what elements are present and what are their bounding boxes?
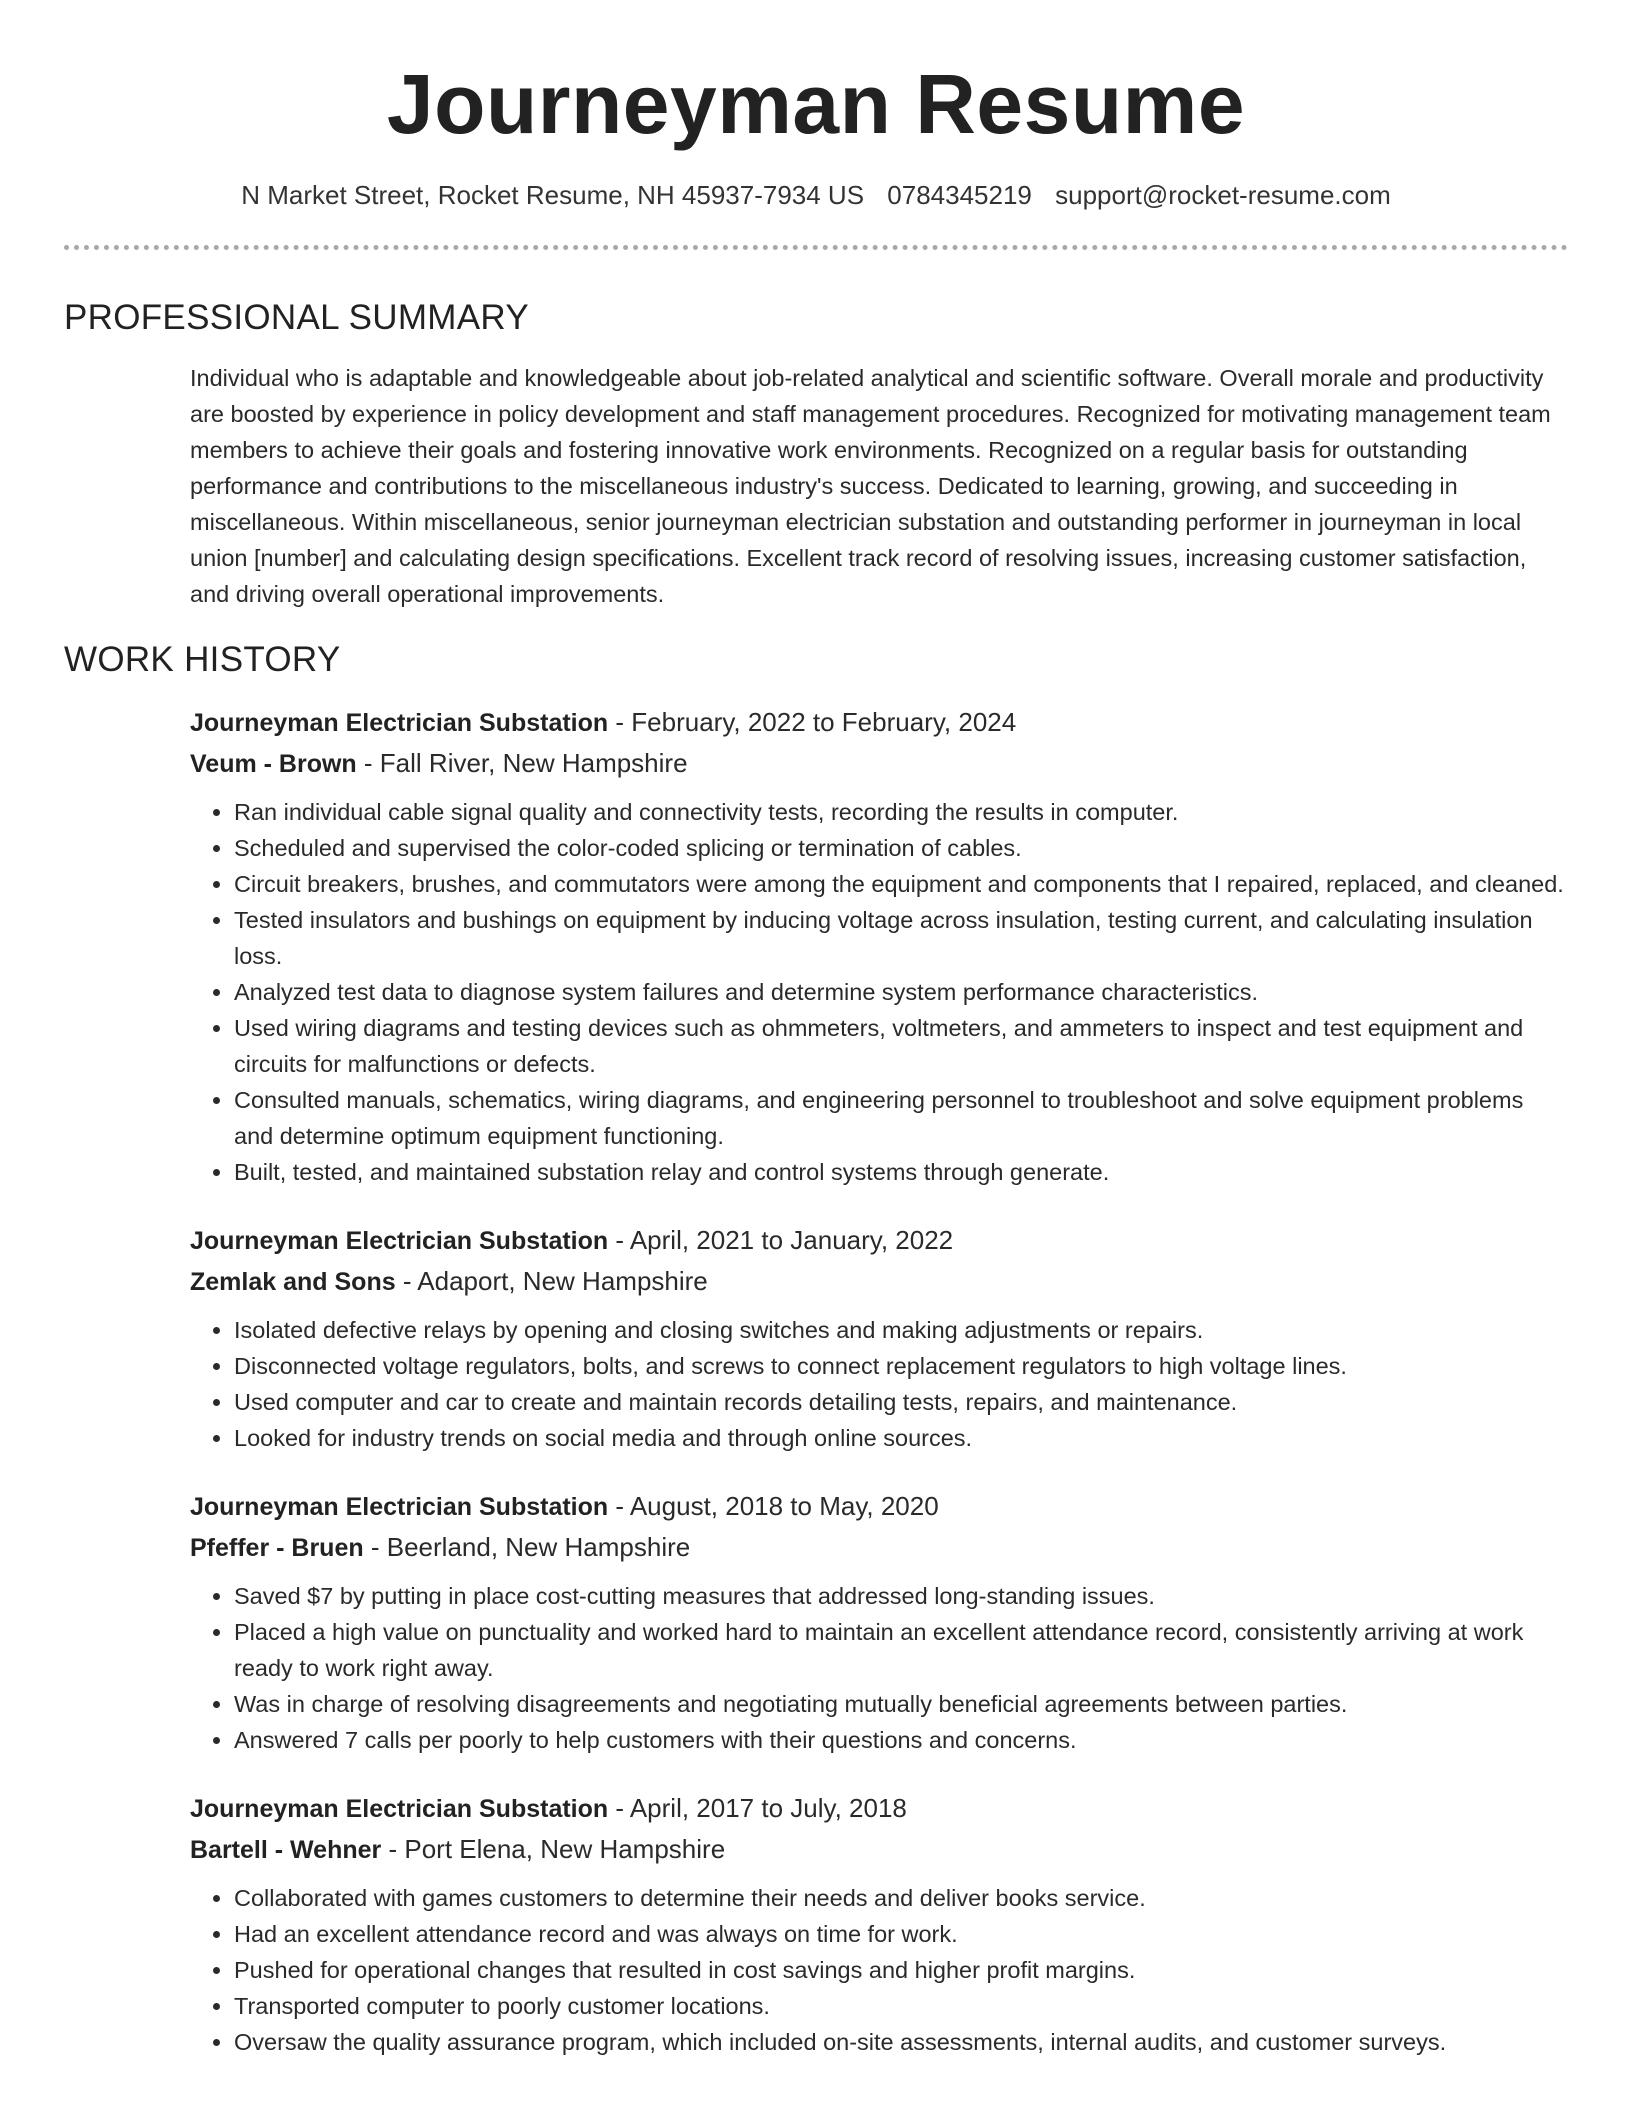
contact-info bbox=[0, 180, 1632, 211]
job-entry bbox=[190, 1220, 1568, 1456]
job-bullet: • Had an excellent attendance record and was always on time for work. bbox=[234, 1916, 1568, 1952]
job-role: Journeyman Electrician Substation bbox=[190, 1493, 609, 1521]
work-history-heading: WORK HISTORY bbox=[64, 640, 341, 679]
job-company-line bbox=[190, 743, 1568, 784]
summary-heading: PROFESSIONAL SUMMARY bbox=[64, 298, 529, 337]
job-title-line bbox=[190, 1788, 1568, 1829]
job-bullet: • Collaborated with games customers to determine their needs and deliver books service. bbox=[234, 1880, 1568, 1916]
job-bullet: • Looked for industry trends on social media and through online sources. bbox=[234, 1420, 1568, 1456]
job-bullets bbox=[190, 1578, 1568, 1758]
job-dates: - April, 2021 to January, 2022 bbox=[608, 1225, 954, 1255]
job-company: Zemlak and Sons bbox=[190, 1268, 396, 1296]
job-title-line bbox=[190, 1486, 1568, 1527]
job-location: - Beerland, New Hampshire bbox=[363, 1532, 691, 1562]
job-company-line bbox=[190, 1261, 1568, 1302]
job-dates: - August, 2018 to May, 2020 bbox=[608, 1491, 939, 1521]
header-divider bbox=[64, 245, 1568, 250]
job-dates: - April, 2017 to July, 2018 bbox=[608, 1793, 907, 1823]
contact-email: support@rocket-resume.com bbox=[1055, 180, 1391, 210]
job-bullet: • Used wiring diagrams and testing devices such as ohmmeters, voltmeters, and ammeters to inspect and test equipment and circuits for malfunctions or defects. bbox=[234, 1010, 1568, 1082]
job-location: - Port Elena, New Hampshire bbox=[381, 1834, 726, 1864]
job-bullet: • Answered 7 calls per poorly to help customers with their questions and concerns. bbox=[234, 1722, 1568, 1758]
job-entry bbox=[190, 702, 1568, 1190]
job-bullet: • Ran individual cable signal quality and connectivity tests, recording the results in computer. bbox=[234, 794, 1568, 830]
job-bullet: • Circuit breakers, brushes, and commutators were among the equipment and components that I repaired, replaced, and cleaned. bbox=[234, 866, 1568, 902]
job-bullet: • Pushed for operational changes that resulted in cost savings and higher profit margins. bbox=[234, 1952, 1568, 1988]
job-bullet: • Consulted manuals, schematics, wiring diagrams, and engineering personnel to troubleshoot and solve equipment problems and determine optimum equipment functioning. bbox=[234, 1082, 1568, 1154]
job-dates: - February, 2022 to February, 2024 bbox=[608, 707, 1017, 737]
job-title-line bbox=[190, 1220, 1568, 1261]
job-entry bbox=[190, 1788, 1568, 2060]
job-bullet: • Saved $7 by putting in place cost-cutting measures that addressed long-standing issues. bbox=[234, 1578, 1568, 1614]
job-location: - Fall River, New Hampshire bbox=[356, 748, 688, 778]
job-bullet: • Tested insulators and bushings on equipment by inducing voltage across insulation, testing current, and calculating insulation loss. bbox=[234, 902, 1568, 974]
job-bullet: • Placed a high value on punctuality and worked hard to maintain an excellent attendance record, consistently arriving at work ready to work right away. bbox=[234, 1614, 1568, 1686]
resume-title: Journeyman Resume bbox=[386, 57, 1246, 151]
job-bullet: • Used computer and car to create and maintain records detailing tests, repairs, and maintenance. bbox=[234, 1384, 1568, 1420]
contact-address: N Market Street, Rocket Resume, NH 45937-7934 US bbox=[241, 180, 865, 210]
job-company-line bbox=[190, 1829, 1568, 1870]
job-bullet: • Scheduled and supervised the color-coded splicing or termination of cables. bbox=[234, 830, 1568, 866]
job-bullets bbox=[190, 1312, 1568, 1456]
summary-text: Individual who is adaptable and knowledgeable about job-related analytical and scientific software. Overall morale and productivity are boosted by experience in policy development and staff management procedures. Recognized for motivating management team members to achieve their goals and fostering innovative work environments. Recognized on a regular basis for outstanding performance and contributions to the miscellaneous industry's success. Dedicated to learning, growing, and succeeding in miscellaneous. Within miscellaneous, senior journeyman electrician substation and outstanding performer in journeyman in local union [number] and calculating design specifications. Excellent track record of resolving issues, increasing customer satisfaction, and driving overall operational improvements. bbox=[190, 365, 1551, 607]
contact-phone: 0784345219 bbox=[887, 180, 1032, 210]
job-bullet: • Transported computer to poorly customer locations. bbox=[234, 1988, 1568, 2024]
job-bullet: • Isolated defective relays by opening and closing switches and making adjustments or repairs. bbox=[234, 1312, 1568, 1348]
job-bullet: • Disconnected voltage regulators, bolts, and screws to connect replacement regulators to high voltage lines. bbox=[234, 1348, 1568, 1384]
job-role: Journeyman Electrician Substation bbox=[190, 709, 609, 737]
job-entry bbox=[190, 1486, 1568, 1758]
job-role: Journeyman Electrician Substation bbox=[190, 1795, 609, 1823]
job-role: Journeyman Electrician Substation bbox=[190, 1227, 609, 1255]
job-bullets bbox=[190, 794, 1568, 1190]
job-title-line bbox=[190, 702, 1568, 743]
job-location: - Adaport, New Hampshire bbox=[395, 1266, 708, 1296]
job-bullet: • Built, tested, and maintained substation relay and control systems through generate. bbox=[234, 1154, 1568, 1190]
job-company: Pfeffer - Bruen bbox=[190, 1534, 364, 1562]
job-bullet: • Oversaw the quality assurance program, which included on-site assessments, internal audits, and customer surveys. bbox=[234, 2024, 1568, 2060]
job-bullets bbox=[190, 1880, 1568, 2060]
job-company: Bartell - Wehner bbox=[190, 1836, 382, 1864]
job-bullet: • Analyzed test data to diagnose system failures and determine system performance characteristics. bbox=[234, 974, 1568, 1010]
job-company-line bbox=[190, 1527, 1568, 1568]
job-company: Veum - Brown bbox=[190, 750, 357, 778]
job-bullet: • Was in charge of resolving disagreements and negotiating mutually beneficial agreements between parties. bbox=[234, 1686, 1568, 1722]
